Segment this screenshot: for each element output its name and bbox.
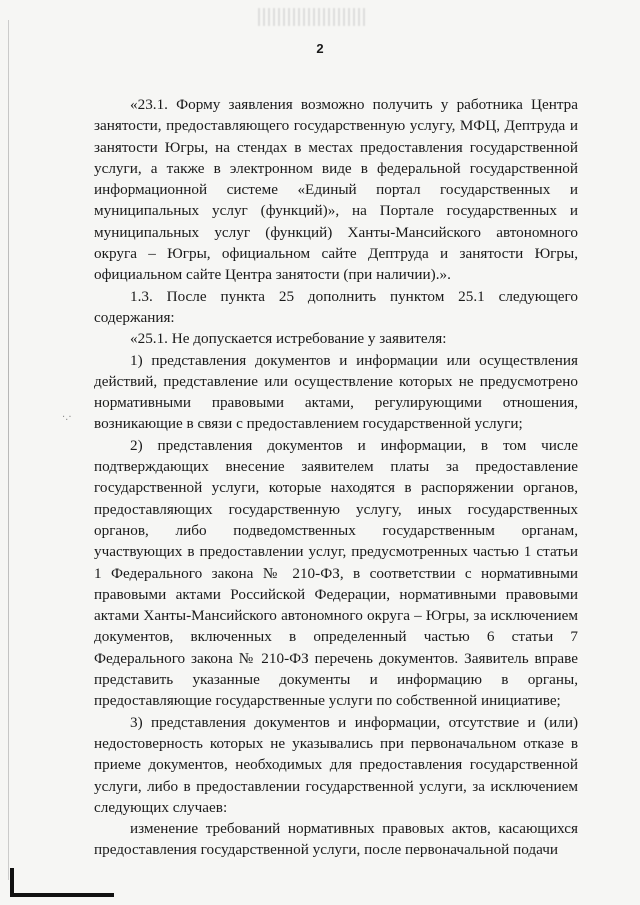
corner-mark-horizontal — [10, 893, 114, 897]
document-body — [94, 94, 578, 861]
paragraph-item-2: 2) представления документов и информации, в том числе подтверждающих внесение заявителем платы за предоставление государственной услуги, которые находятся в распоряжении органов, предоставляющих государственную услугу, иных государственных органов, либо подведомственных государственным органам, участвующих в предоставлении услуг, предусмотренных частью 1 статьи 1 Федерального закона № 210-ФЗ, в соответствии с нормативными правовыми актами Российской Федерации, нормативными правовыми актами Ханты-Мансийского автономного округа – Югры, за исключением документов, включенных в определенный частью 6 статьи 7 Федерального закона № 210-ФЗ перечень документов. Заявитель вправе представить указанные документы и информацию в органы, предоставляющие государственные услуги по собственной инициативе; — [94, 436, 578, 710]
scan-margin-mark: ·.· — [62, 412, 72, 423]
scan-header-smudge — [258, 8, 368, 26]
paragraph-item-3: 3) представления документов и информации, отсутствие и (или) недостоверность которых не указывались при первоначальном отказе в приеме документов, необходимых для предоставления государственной услуги, либо в предоставлении государственной услуги, за исключением следующих случаев: — [94, 713, 578, 816]
paragraph-25-1: «25.1. Не допускается истребование у заявителя: — [130, 330, 447, 348]
paragraph-23-1: «23.1. Форму заявления возможно получить у работника Центра занятости, предоставляющего государственную услугу, МФЦ, Дептруда и занятости Югры, на стендах в местах предоставления государственной услуги, а также в электронном виде в федеральной государственной информационной системе «Единый портал государственных и муниципальных услуг (функций)», на Портале государственных и муниципальных услуг (функций) Ханты-Мансийского автономного округа – Югры, официальном сайте Дептруда и занятости Югры, официальном сайте Центра занятости (при наличии).». — [94, 96, 578, 284]
paragraph-exception: изменение требований нормативных правовых актов, касающихся предоставления государственной услуги, после первоначальной подачи — [94, 820, 578, 859]
page-number: 2 — [316, 41, 324, 56]
paragraph-1-3: 1.3. После пункта 25 дополнить пунктом 25.1 следующего содержания: — [94, 287, 578, 326]
scan-left-edge — [8, 20, 9, 880]
paragraph-item-1: 1) представления документов и информации или осуществления действий, представление или осуществление которых не предусмотрено нормативными правовыми актами, регулирующими отношения, возникающие в связи с предоставлением государственной услуги; — [94, 351, 578, 433]
